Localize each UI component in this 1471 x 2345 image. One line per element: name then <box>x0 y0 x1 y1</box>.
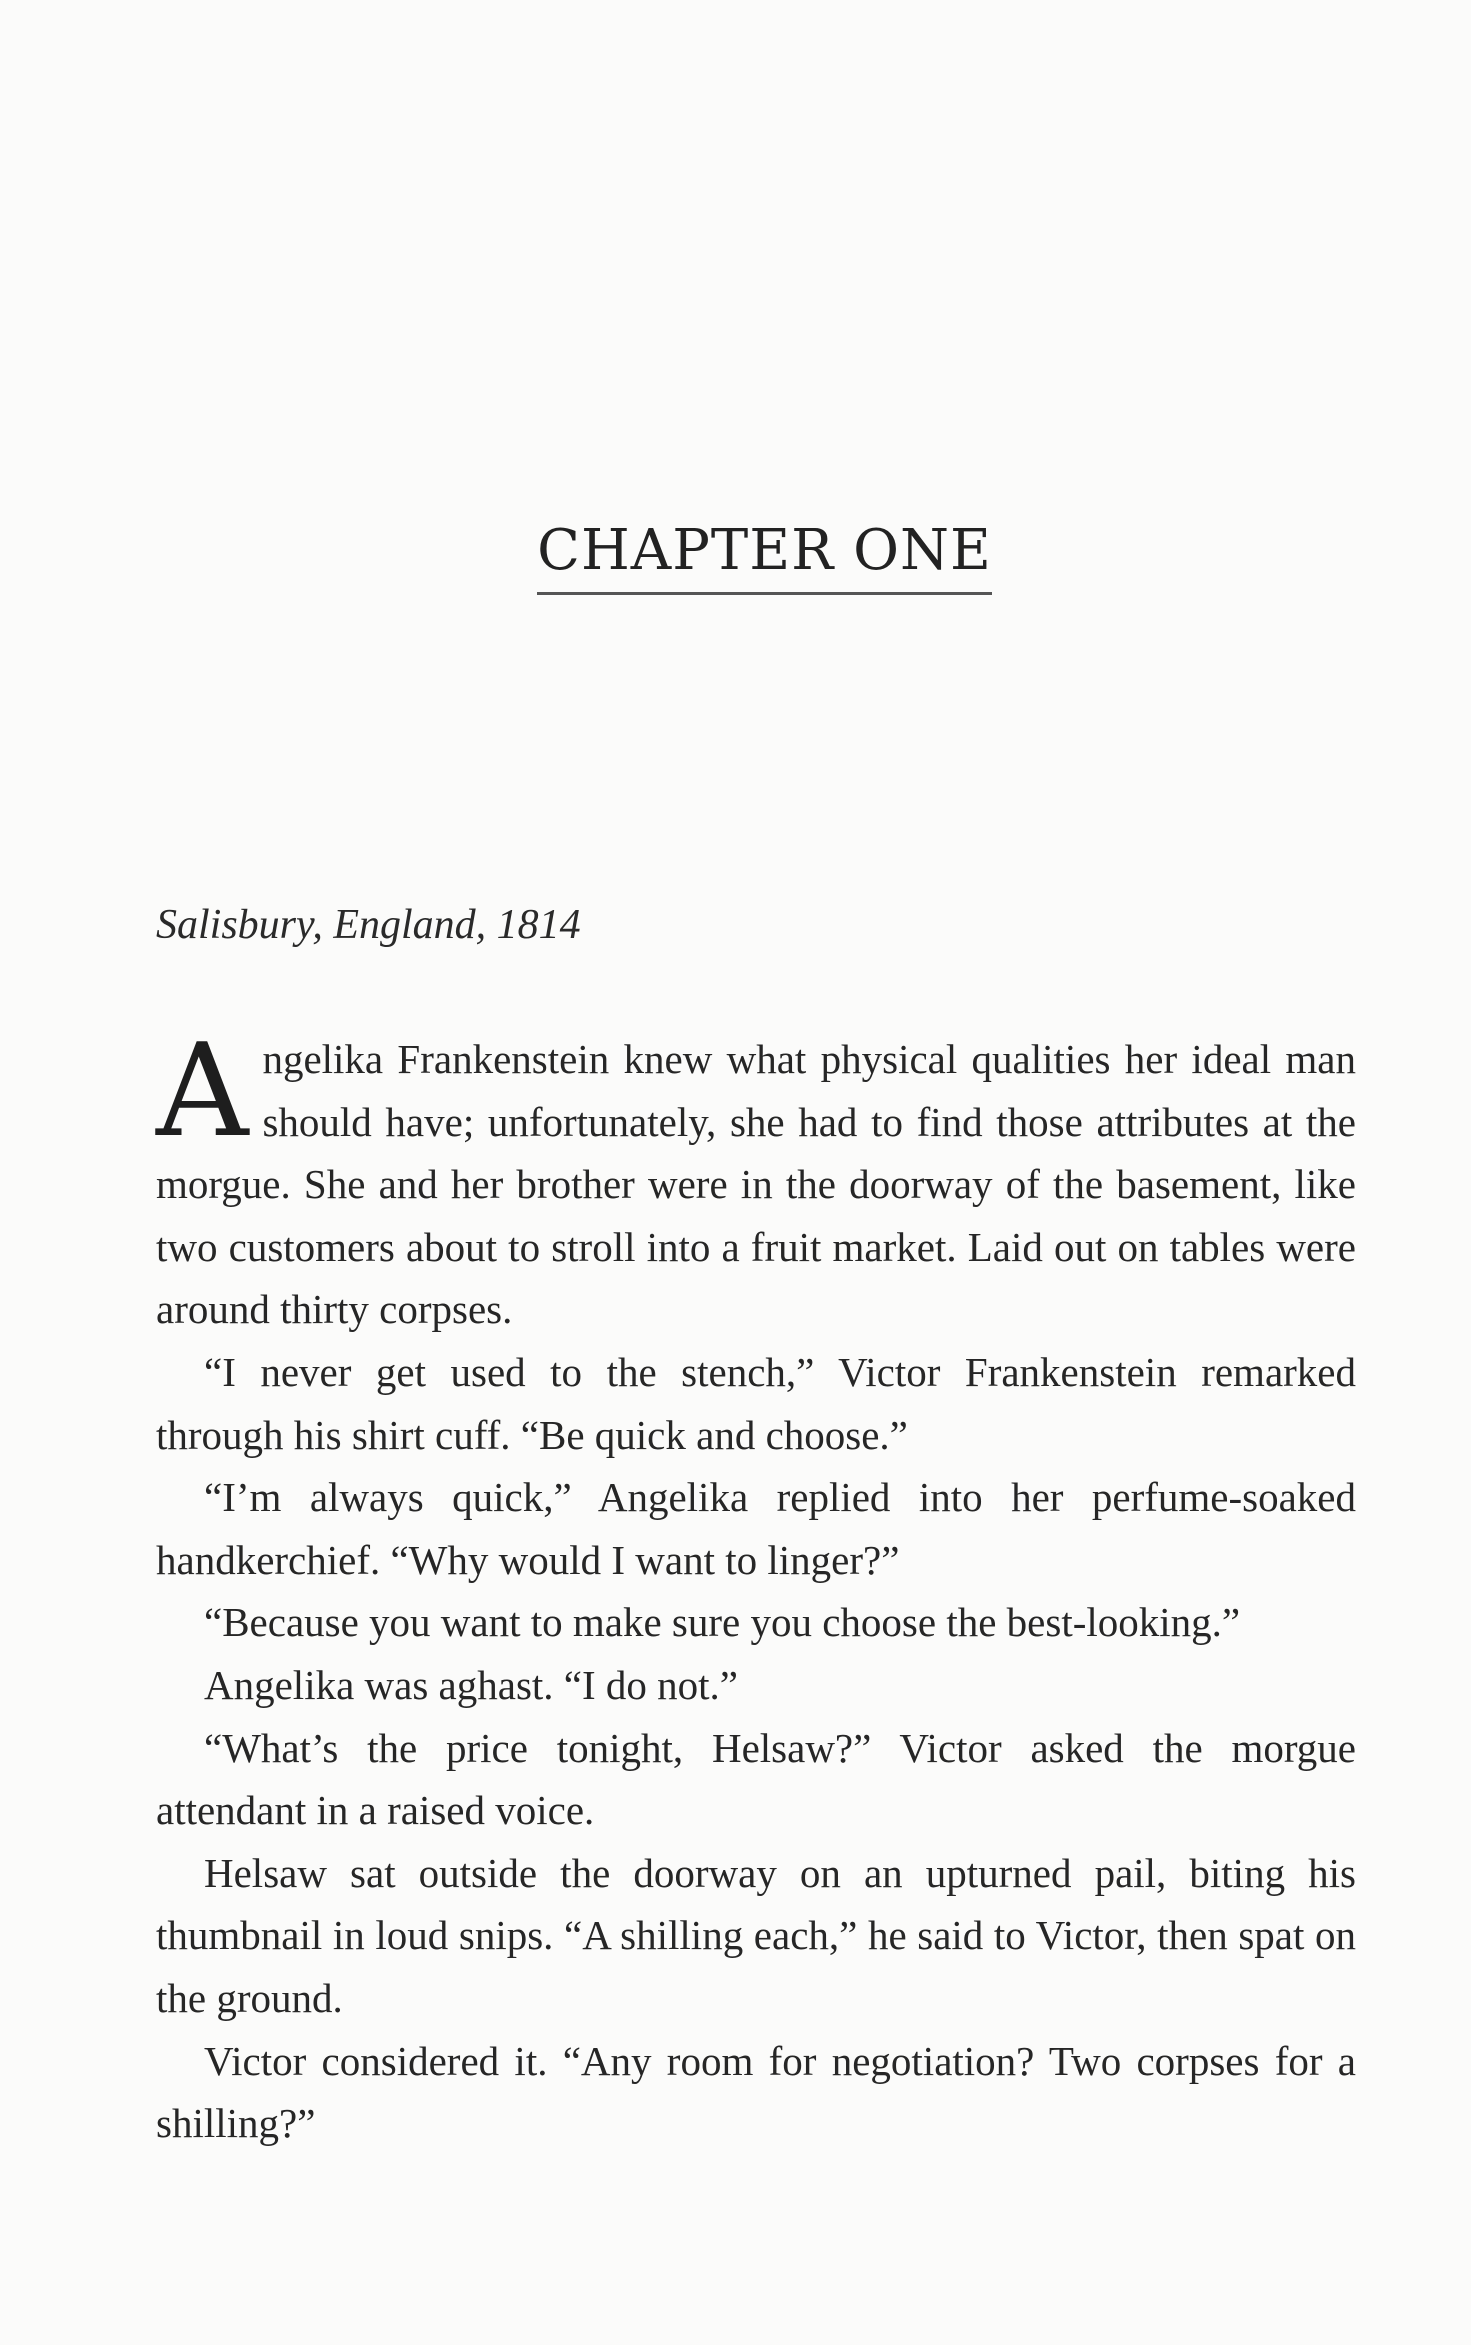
body-text <box>156 1017 1356 2155</box>
dateline: Salisbury, England, 1814 <box>156 902 581 948</box>
paragraph-1-text: ngelika Frankenstein knew what physical qualities her ideal man should have; unfortunately, she had to find those attributes at the morgue. She and her brother were in the doorway of the basement, like two customers about to stroll into a fruit market. Laid out on tables were around thirty corpses. <box>156 1036 1356 1333</box>
chapter-title: CHAPTER ONE <box>537 520 992 595</box>
paragraph-1 <box>156 1017 1356 1341</box>
paragraph-8: Victor considered it. “Any room for negotiation? Two corpses for a shilling?” <box>156 2037 1356 2147</box>
paragraph-6: “What’s the price tonight, Helsaw?” Victor asked the morgue attendant in a raised voice. <box>156 1724 1356 1834</box>
chapter-heading <box>0 520 1471 595</box>
paragraph-3: “I’m always quick,” Angelika replied into her perfume-soaked handkerchief. “Why would I want to linger?” <box>156 1474 1356 1583</box>
paragraph-4: “Because you want to make sure you choose the best-looking.” <box>204 1599 1241 1646</box>
paragraph-2: “I never get used to the stench,” Victor Frankenstein remarked through his shirt cuff. “Be quick and choose.” <box>156 1348 1356 1458</box>
paragraph-5: Angelika was aghast. “I do not.” <box>204 1661 738 1708</box>
paragraph-7: Helsaw sat outside the doorway on an upturned pail, biting his thumbnail in loud snips. “A shilling each,” he said to Victor, then spat on the ground. <box>156 1849 1356 2021</box>
drop-cap: A <box>156 1017 249 1166</box>
